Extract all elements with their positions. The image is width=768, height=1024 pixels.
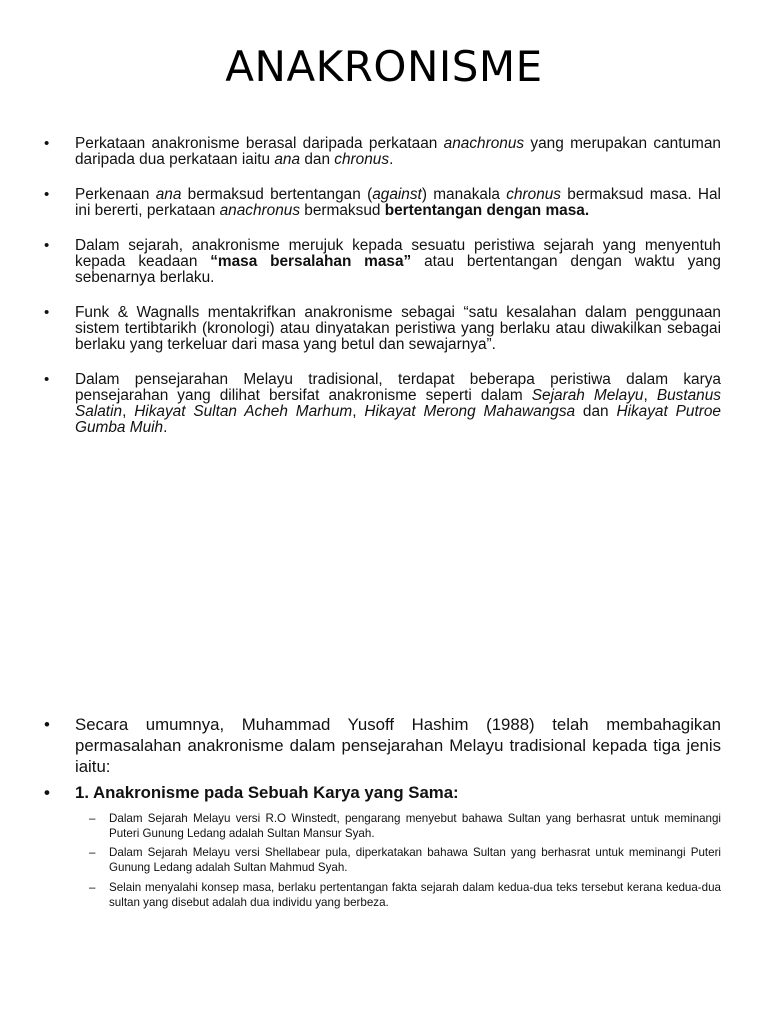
definition-section xyxy=(0,136,768,455)
text-italic: chronus xyxy=(334,151,390,168)
dash: – xyxy=(89,846,96,859)
text-italic: anachronus xyxy=(219,202,301,219)
text: dan xyxy=(300,151,335,168)
bullet: • xyxy=(44,304,50,321)
text: Selain menyalahi konsep masa, berlaku pertentangan fakta sejarah dalam kedua-dua teks tersebut kerana kedua-dua sultan yang disebut adalah dua individu yang berbeza. xyxy=(109,881,721,909)
paragraph-funk-wagnalls xyxy=(0,305,768,353)
text: bermaksud bertentangan ( xyxy=(181,186,373,203)
text-italic: Sejarah Melayu xyxy=(531,387,644,404)
text: Funk & Wagnalls mentakrifkan anakronisme sebagai “satu kesalahan dalam penggunaan sistem tertibtarikh (kronologi) atau dinyatakan peristiwa yang berlaku atau diwakilkan sebagai berlaku yang terkeluar dari masa yang betul dan sewajarnya”. xyxy=(75,304,721,353)
classification-section xyxy=(0,714,768,910)
bullet: • xyxy=(44,186,50,203)
text: Perkenaan xyxy=(75,186,156,203)
paragraph-history xyxy=(0,238,768,286)
text-bold: 1. Anakronisme pada Sebuah Karya yang Sama: xyxy=(75,783,459,802)
text: yang merupakan cantuman daripada dua perkataan iaitu xyxy=(75,135,721,168)
text: ) manakala xyxy=(421,186,507,203)
text-italic: Hikayat Putroe Gumba Muih xyxy=(75,403,721,436)
text: Secara umumnya, Muhammad Yusoff Hashim (1988) telah membahagikan permasalahan anakronisme dalam pensejarahan Melayu tradisional kepada tiga jenis iaitu: xyxy=(75,715,721,776)
text: bermaksud masa. Hal ini bererti, perkataan xyxy=(75,186,721,219)
text-italic: Hikayat Sultan Acheh Marhum xyxy=(134,403,353,420)
text: Dalam Sejarah Melayu versi Shellabear pula, diperkatakan bahawa Sultan yang berhasrat untuk meminangi Puteri Gunung Ledang adalah Sultan Mahmud Syah. xyxy=(109,846,721,874)
text: atau bertentangan dengan waktu yang sebenarnya berlaku. xyxy=(75,253,721,286)
text: , xyxy=(643,387,657,404)
paragraph-malay-historiography xyxy=(0,372,768,436)
text: Dalam sejarah, anakronisme merujuk kepada sesuatu peristiwa sejarah yang menyentuh kepada keadaan xyxy=(75,237,721,270)
text-italic: chronus xyxy=(506,186,562,203)
text: . xyxy=(163,419,168,436)
bullet: • xyxy=(44,371,50,388)
sub-item-winstedt xyxy=(0,811,768,841)
bullet: • xyxy=(44,783,50,802)
text-italic: ana xyxy=(274,151,301,168)
sub-item-shellabear xyxy=(0,845,768,875)
heading-type-one xyxy=(0,782,768,803)
text: dan xyxy=(575,403,617,420)
text-italic: ana xyxy=(155,186,182,203)
sub-item-contradiction xyxy=(0,880,768,910)
text-italic: Hikayat Merong Mahawangsa xyxy=(364,403,576,420)
text: , xyxy=(352,403,365,420)
text: Dalam Sejarah Melayu versi R.O Winstedt, pengarang menyebut bahawa Sultan yang berhasrat untuk meminangi Puteri Gunung Ledang adalah Sultan Mansur Syah. xyxy=(109,812,721,840)
paragraph-origin xyxy=(0,136,768,168)
text: Perkataan anakronisme berasal daripada perkataan xyxy=(75,135,444,152)
page-title: ANAKRONISME xyxy=(225,42,543,91)
text: Dalam pensejarahan Melayu tradisional, terdapat beberapa peristiwa dalam karya pensejarahan yang dilihat bersifat anakronisme seperti dalam xyxy=(75,371,721,404)
paragraph-meaning xyxy=(0,187,768,219)
text-bold: bertentangan dengan masa. xyxy=(384,202,590,219)
bullet: • xyxy=(44,715,50,734)
text: . xyxy=(389,151,394,168)
paragraph-classification xyxy=(0,714,768,777)
text-italic: against xyxy=(372,186,422,203)
dash: – xyxy=(89,881,96,894)
bullet: • xyxy=(44,237,50,254)
text-italic: anachronus xyxy=(443,135,525,152)
bullet: • xyxy=(44,135,50,152)
text-italic: Bustanus Salatin xyxy=(75,387,721,420)
text: bermaksud xyxy=(300,202,385,219)
dash: – xyxy=(89,812,96,825)
text: , xyxy=(122,403,135,420)
text-bold: “masa bersalahan masa” xyxy=(210,253,412,270)
